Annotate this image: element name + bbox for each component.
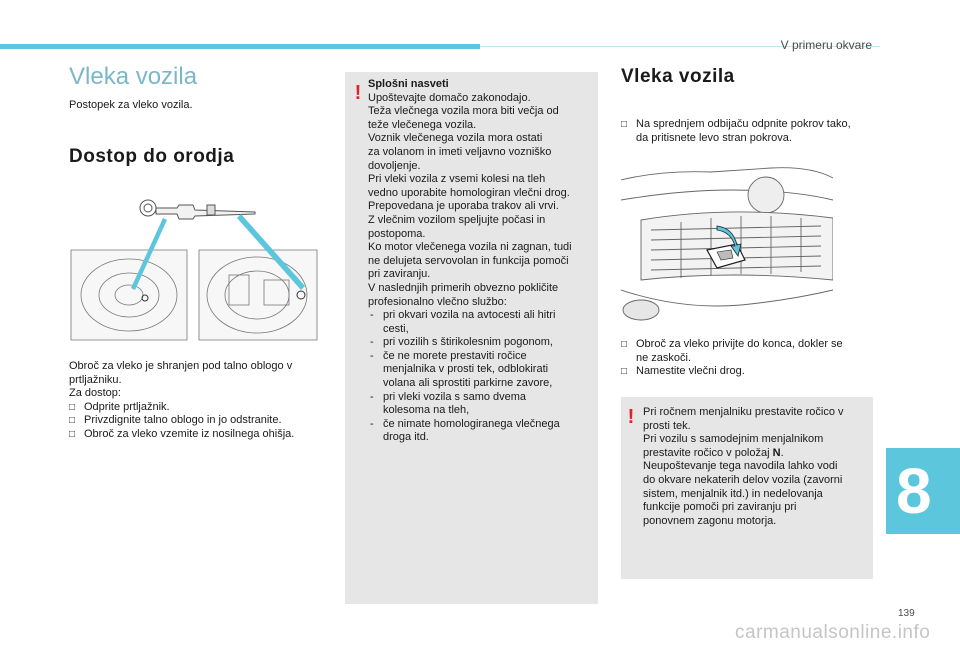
tow-ring-steps — [621, 338, 876, 379]
general-advice-box — [345, 72, 598, 604]
warning-line: Voznik vlečenega vozila mora ostati — [368, 132, 543, 145]
tool-access-text — [69, 360, 324, 442]
trunk-illustration — [69, 190, 323, 348]
body-line: prtljažniku. — [69, 373, 122, 386]
note-line: ponovnem zagonu motorja. — [643, 514, 777, 527]
check-box-icon: □ — [69, 428, 76, 440]
warning-line: Teža vlečnega vozila mora biti večja od — [368, 105, 559, 118]
note-line: prosti tek. — [643, 419, 691, 432]
note-line: prestavite ročico v položaj N. — [643, 446, 784, 459]
note-line: Pri ročnem menjalniku prestavite ročico v — [643, 406, 844, 418]
warning-line: pri zaviranju. — [368, 268, 431, 281]
warning-line: dovoljenje. — [368, 159, 421, 172]
page-number: 139 — [898, 608, 915, 619]
towing-tool-drawing — [140, 200, 255, 219]
warning-line: Upoštevajte domačo zakonodajo. — [368, 91, 531, 104]
warning-line: za volanom in imeti veljavno vozniško — [368, 145, 552, 158]
warning-line: ne delujeta servovolan in funkcija pomoči — [368, 254, 569, 267]
gearbox-note-box — [621, 397, 873, 579]
header-accent-bar — [0, 44, 480, 49]
warning-line: Prepovedana je uporaba trakov ali vrvi. — [368, 200, 559, 213]
warning-heading: Splošni nasveti — [368, 78, 449, 90]
front-bumper-illustration — [621, 160, 833, 332]
check-box-icon: □ — [69, 415, 76, 427]
intro-text: Postopek za vleko vozila. — [69, 99, 193, 111]
list-item: - če ne morete prestaviti ročice menjalnika v prosti tek, odblokirati volana ali sprostiti parkirne zavore, — [370, 349, 553, 390]
note-line: sistem, menjalnik itd.) in nedelovanja — [643, 487, 823, 500]
note-line: funkcije pomoči pri zaviranju pri — [643, 501, 797, 514]
gear-position: N — [772, 446, 781, 459]
body-line: Obroč za vleko je shranjen pod talno oblogo v — [69, 360, 293, 372]
check-box-icon: □ — [69, 401, 76, 413]
warning-line: Z vlečnim vozilom speljujte počasi in — [368, 213, 546, 226]
list-item: □ Na sprednjem odbijaču odpnite pokrov tako, da pritisnete levo stran pokrova. — [621, 118, 851, 144]
list-item: - pri vozilih s štirikolesnim pogonom, — [370, 336, 553, 349]
note-line: do okvare nekaterih delov vozila (zavorni — [643, 473, 843, 486]
exclamation-icon: ! — [627, 406, 635, 428]
chapter-number: 8 — [896, 455, 932, 527]
subsection-title: Dostop do orodja — [69, 146, 235, 167]
warning-line: Ko motor vlečenega vozila ni zagnan, tudi — [368, 241, 572, 254]
bumper-step — [621, 118, 876, 145]
list-item: □ Obroč za vleko privijte do konca, dokler se ne zaskoči. — [621, 338, 843, 364]
list-item: □ Odprite prtljažnik. — [69, 400, 170, 413]
warning-line: vedno uporabite homologiran vlečni drog. — [368, 186, 570, 199]
note-line: Pri vozilu s samodejnim menjalnikom — [643, 433, 824, 446]
check-box-icon: □ — [621, 366, 628, 378]
list-item: □ Namestite vlečni drog. — [621, 365, 745, 378]
body-line: Za dostop: — [69, 387, 121, 400]
watermark: carmanualsonline.info — [735, 622, 931, 643]
warning-line: Pri vleki vozila z vsemi kolesi na tleh — [368, 173, 546, 186]
warning-line: postopoma. — [368, 227, 426, 240]
exclamation-icon: ! — [354, 82, 362, 104]
warning-line: profesionalno vlečno službo: — [368, 295, 507, 308]
note-line: Neupoštevanje tega navodila lahko vodi — [643, 460, 838, 473]
warning-line: teže vlečenega vozila. — [368, 118, 477, 131]
towing-title: Vleka vozila — [621, 66, 735, 87]
list-item: □ Privzdignite talno oblogo in jo odstranite. — [69, 414, 282, 427]
list-item: - če nimate homologiranega vlečnega droga itd. — [370, 417, 560, 444]
check-box-icon: □ — [621, 119, 628, 130]
check-box-icon: □ — [621, 339, 628, 350]
chapter-title: V primeru okvare — [780, 38, 872, 52]
list-item: - pri vleki vozila s samo dvema kolesoma na tleh, — [370, 390, 527, 417]
chapter-tab — [886, 448, 960, 534]
list-item: □ Obroč za vleko vzemite iz nosilnega ohišja. — [69, 427, 295, 440]
warning-line: V naslednjih primerih obvezno pokličite — [368, 281, 559, 294]
gearbox-note-content — [643, 406, 869, 528]
warning-content — [368, 78, 594, 445]
list-item: - pri okvari vozila na avtocesti ali hitri cesti, — [370, 309, 556, 335]
section-title: Vleka vozila — [69, 63, 198, 90]
